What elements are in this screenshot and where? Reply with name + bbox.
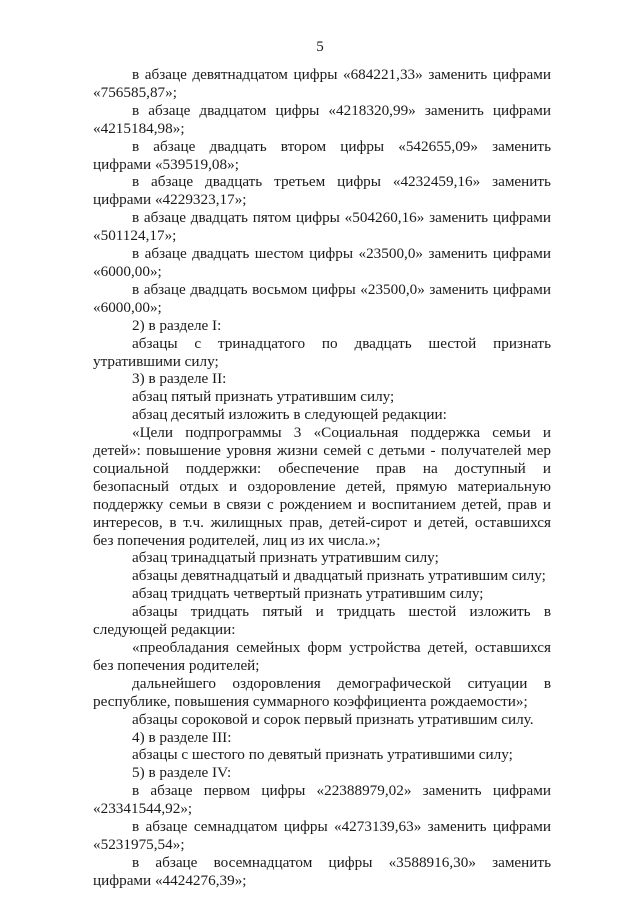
paragraph: 5) в разделе IV: (132, 764, 232, 782)
paragraph: дальнейшего оздоровления демографической ситуации в республике, повышения суммарного коэффициента рождаемости»; (93, 674, 551, 710)
paragraph: 2) в разделе I: (132, 316, 222, 334)
paragraph: 3) в разделе II: (132, 370, 227, 388)
paragraph: «преобладания семейных форм устройства детей, оставшихся без попечения родителей; (93, 639, 551, 674)
paragraph: в абзаце двадцать восьмом цифры «23500,0» заменить цифрами «6000,00»; (93, 280, 551, 316)
paragraph: абзацы с тринадцатого по двадцать шестой признать утратившими силу; (93, 334, 551, 370)
paragraph: в абзаце двадцать втором цифры «542655,09» заменить цифрами «539519,08»; (93, 137, 551, 173)
paragraph: абзацы тридцать пятый и тридцать шестой изложить в следующей редакции: (93, 603, 551, 639)
paragraph: абзац пятый признать утратившим силу; (132, 388, 395, 406)
paragraph: в абзаце семнадцатом цифры «4273139,63» заменить цифрами «5231975,54»; (93, 818, 551, 853)
paragraph: в абзаце девятнадцатом цифры «684221,33» заменить цифрами «756585,87»; (93, 66, 551, 101)
paragraph: абзац тринадцатый признать утратившим силу; (132, 549, 439, 567)
paragraph: «Цели подпрограммы 3 «Социальная поддержка семьи и детей»: повышение уровня жизни семей с детьми - получателей мер социальной поддержки: обеспечение прав на доступный и безопасный отдых и оздоровление детей, прямую материальную поддержку семьи в связи с рождением и воспитанием детей, прав и интересов, в т.ч. жилищных прав, детей-сирот и детей, оставшихся без попечения родителей, лиц из их числа.»; (93, 424, 551, 549)
paragraph: в абзаце двадцатом цифры «4218320,99» заменить цифрами «4215184,98»; (93, 101, 551, 137)
paragraph: абзацы с шестого по девятый признать утратившими силу; (132, 746, 513, 764)
paragraph: в абзаце двадцать шестом цифры «23500,0» заменить цифрами «6000,00»; (93, 245, 551, 280)
paragraph: в абзаце двадцать третьем цифры «4232459,16» заменить цифрами «4229323,17»; (93, 173, 551, 209)
paragraph: в абзаце двадцать пятом цифры «504260,16» заменить цифрами «501124,17»; (93, 209, 551, 245)
paragraph: абзац десятый изложить в следующей редакции: (132, 406, 447, 424)
paragraph: в абзаце восемнадцатом цифры «3588916,30» заменить цифрами «4424276,39»; (93, 853, 551, 889)
paragraph: 4) в разделе III: (132, 728, 232, 746)
page-number: 5 (316, 39, 324, 55)
paragraph: абзацы сороковой и сорок первый признать утратившим силу. (132, 710, 534, 728)
paragraph: абзац тридцать четвертый признать утратившим силу; (132, 585, 484, 603)
paragraph: в абзаце первом цифры «22388979,02» заменить цифрами «23341544,92»; (93, 782, 551, 818)
paragraph: абзацы девятнадцатый и двадцатый признать утратившим силу; (132, 567, 546, 585)
document-body (93, 66, 551, 890)
